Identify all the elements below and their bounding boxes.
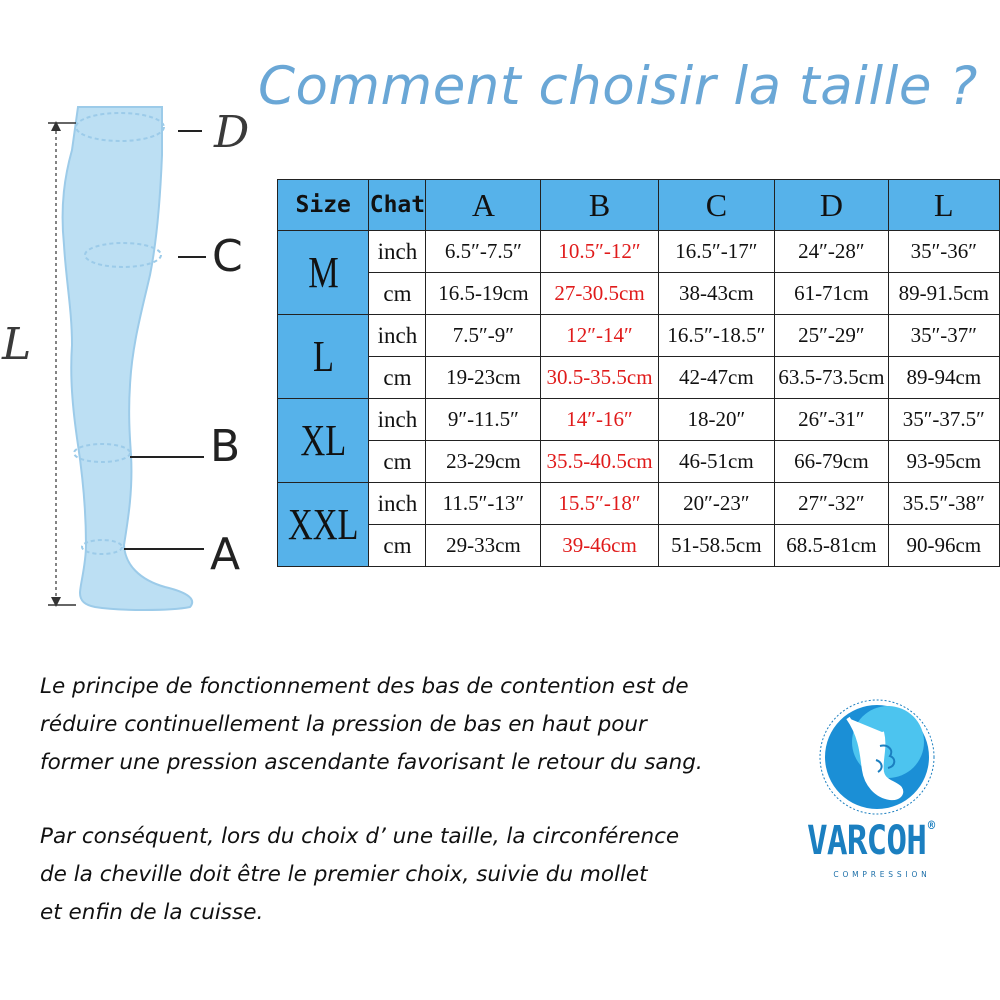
table-header-row: [278, 180, 1000, 231]
size-label-text: XXL: [287, 500, 359, 549]
table-cell: 16.5-19cm: [426, 273, 541, 315]
table-cell: 35.5-40.5cm: [541, 441, 658, 483]
table-cell: 93-95cm: [888, 441, 999, 483]
size-chart-table: [277, 179, 1000, 567]
unit-label: cm: [369, 441, 426, 483]
paragraph-line: former une pression ascendante favorisant le retour du sang.: [40, 750, 703, 775]
table-row: [278, 315, 1000, 357]
header-size: Size: [278, 180, 369, 231]
brand-logo: [800, 698, 970, 888]
table-cell: 12″-14″: [541, 315, 658, 357]
paragraph-line: et enfin de la cuisse.: [40, 900, 264, 925]
size-label: [278, 315, 369, 399]
paragraph-line: réduire continuellement la pression de bas en haut pour: [40, 712, 647, 737]
unit-label: cm: [369, 357, 426, 399]
label-c: C: [212, 231, 243, 282]
label-l: L: [2, 319, 32, 370]
table-cell: 14″-16″: [541, 399, 658, 441]
table-row: [278, 483, 1000, 525]
size-label-text: XL: [300, 416, 347, 465]
unit-label: inch: [369, 231, 426, 273]
table-cell: 35.5″-38″: [888, 483, 999, 525]
header-col-b: B: [541, 180, 658, 231]
table-cell: 23-29cm: [426, 441, 541, 483]
table-row: [278, 357, 1000, 399]
brand-name-text: VARCOH: [807, 818, 927, 864]
unit-label: inch: [369, 315, 426, 357]
table-cell: 7.5″-9″: [426, 315, 541, 357]
table-cell: 6.5″-7.5″: [426, 231, 541, 273]
description-paragraph-1: [40, 668, 800, 782]
header-col-c: C: [658, 180, 775, 231]
table-cell: 51-58.5cm: [658, 525, 775, 567]
table-cell: 20″-23″: [658, 483, 775, 525]
label-a: A: [210, 529, 241, 580]
table-row: [278, 231, 1000, 273]
unit-label: inch: [369, 399, 426, 441]
table-cell: 25″-29″: [775, 315, 888, 357]
description-paragraph-2: [40, 818, 800, 932]
brand-subtitle: COMPRESSION: [833, 870, 931, 879]
table-cell: 89-91.5cm: [888, 273, 999, 315]
unit-label: cm: [369, 273, 426, 315]
table-cell: 24″-28″: [775, 231, 888, 273]
brand-name: [807, 818, 945, 864]
leg-silhouette: [63, 107, 193, 610]
table-cell: 46-51cm: [658, 441, 775, 483]
table-cell: 15.5″-18″: [541, 483, 658, 525]
table-cell: 16.5″-17″: [658, 231, 775, 273]
table-cell: 10.5″-12″: [541, 231, 658, 273]
header-col-a: A: [426, 180, 541, 231]
table-cell: 26″-31″: [775, 399, 888, 441]
table-cell: 63.5-73.5cm: [775, 357, 888, 399]
leg-logo-icon: [818, 698, 936, 816]
table-cell: 35″-37″: [888, 315, 999, 357]
unit-label: cm: [369, 525, 426, 567]
header-chat: Chat: [369, 180, 426, 231]
table-cell: 19-23cm: [426, 357, 541, 399]
table-cell: 42-47cm: [658, 357, 775, 399]
paragraph-line: Le principe de fonctionnement des bas de contention est de: [40, 674, 689, 699]
table-cell: 27-30.5cm: [541, 273, 658, 315]
table-row: [278, 273, 1000, 315]
table-cell: 38-43cm: [658, 273, 775, 315]
table-cell: 35″-37.5″: [888, 399, 999, 441]
table-cell: 89-94cm: [888, 357, 999, 399]
table-cell: 39-46cm: [541, 525, 658, 567]
size-label: [278, 399, 369, 483]
table-cell: 68.5-81cm: [775, 525, 888, 567]
table-cell: 30.5-35.5cm: [541, 357, 658, 399]
unit-label: inch: [369, 483, 426, 525]
registered-mark: ®: [927, 818, 935, 834]
size-label-text: M: [307, 248, 339, 297]
header-col-l: L: [888, 180, 999, 231]
page-title: Comment choisir la taille ?: [258, 56, 978, 117]
size-label: [278, 231, 369, 315]
table-cell: 18-20″: [658, 399, 775, 441]
size-label-text: L: [312, 332, 334, 381]
table-cell: 61-71cm: [775, 273, 888, 315]
table-cell: 90-96cm: [888, 525, 999, 567]
paragraph-line: Par conséquent, lors du choix d’ une taille, la circonférence: [40, 824, 680, 849]
header-col-d: D: [775, 180, 888, 231]
table-cell: 11.5″-13″: [426, 483, 541, 525]
table-cell: 16.5″-18.5″: [658, 315, 775, 357]
leg-measurement-diagram: [0, 95, 262, 625]
table-cell: 66-79cm: [775, 441, 888, 483]
label-b: B: [210, 421, 241, 472]
label-d: D: [214, 107, 250, 158]
table-row: [278, 441, 1000, 483]
table-cell: 9″-11.5″: [426, 399, 541, 441]
table-row: [278, 399, 1000, 441]
size-label: [278, 483, 369, 567]
table-row: [278, 525, 1000, 567]
table-cell: 35″-36″: [888, 231, 999, 273]
table-cell: 27″-32″: [775, 483, 888, 525]
table-cell: 29-33cm: [426, 525, 541, 567]
paragraph-line: de la cheville doit être le premier choix, suivie du mollet: [40, 862, 648, 887]
